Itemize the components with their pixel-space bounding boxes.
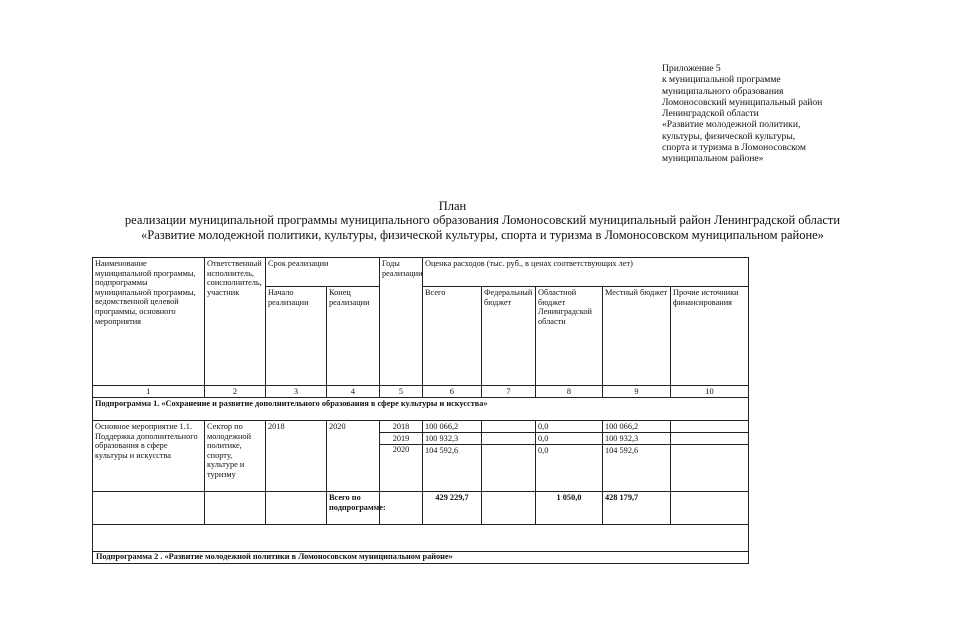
subprogram-2-row — [93, 552, 749, 564]
header-years: Годы реализации — [380, 258, 423, 386]
year-cell: 2020 — [380, 445, 423, 492]
regional-cell: 0,0 — [536, 433, 603, 445]
activity-responsible: Сектор по молодежной политике, спорту, культуре и туризму — [205, 421, 266, 492]
column-number: 5 — [380, 386, 423, 398]
local-cell: 100 932,3 — [603, 433, 671, 445]
subtotal-regional: 1 050,0 — [536, 492, 603, 525]
regional-cell: 0,0 — [536, 445, 603, 492]
header-responsible: Ответственный исполнитель, соисполнитель, участник — [205, 258, 266, 386]
activity-name: Основное мероприятие 1.1. Поддержка дополнительного образования в сфере культуры и искусства — [93, 421, 205, 492]
header-term: Срок реализации — [266, 258, 380, 287]
year-cell: 2018 — [380, 421, 423, 433]
appendix-note — [662, 63, 882, 165]
header-name: Наименование муниципальной программы, подпрограммы муниципальной программы, ведомственной целевой программы, основного мероприятия — [93, 258, 205, 386]
empty-cell — [205, 492, 266, 525]
empty-cell — [93, 492, 205, 525]
total-cell: 100 932,3 — [423, 433, 482, 445]
total-cell: 100 066,2 — [423, 421, 482, 433]
empty-cell — [93, 525, 749, 552]
column-number: 10 — [671, 386, 749, 398]
plan-subtitle-line-1: реализации муниципальной программы муниципального образования Ломоносовский муниципальный район Ленинградской области — [124, 213, 841, 227]
header-costs: Оценка расходов (тыс. руб., в ценах соответствующих лет) — [423, 258, 749, 287]
header-row — [93, 258, 749, 287]
local-cell: 100 066,2 — [603, 421, 671, 433]
year-cell: 2019 — [380, 433, 423, 445]
appendix-line: муниципальном районе» — [662, 153, 764, 165]
other-cell — [671, 445, 749, 492]
column-number-row — [93, 386, 749, 398]
column-number: 8 — [536, 386, 603, 398]
plan-table — [92, 257, 749, 564]
column-number: 4 — [327, 386, 380, 398]
header-total: Всего — [423, 287, 482, 386]
header-term-start: Начало реализации — [266, 287, 327, 386]
header-regional: Областной бюджет Ленинградской области — [536, 287, 603, 386]
subtotal-total: 429 229,7 — [423, 492, 482, 525]
local-cell: 104 592,6 — [603, 445, 671, 492]
subtotal-row — [93, 492, 749, 525]
appendix-line: к муниципальной программе — [662, 74, 781, 86]
header-other: Прочие источники финансирования — [671, 287, 749, 386]
plan-title: План — [438, 199, 467, 213]
appendix-line: муниципального образования — [662, 85, 784, 97]
appendix-line: Ленинградской области — [662, 108, 759, 120]
appendix-line: культуры, физической культуры, — [662, 130, 796, 142]
header-local: Местный бюджет — [603, 287, 671, 386]
subprogram-1-row — [93, 398, 749, 421]
subprogram-1-title: Подпрограмма 1. «Сохранение и развитие дополнительного образования в сфере культуры и искусства» — [93, 398, 749, 421]
appendix-line: Приложение 5 — [662, 63, 721, 74]
appendix-line: «Развитие молодежной политики, — [662, 119, 801, 131]
column-number: 3 — [266, 386, 327, 398]
activity-row-2018 — [93, 421, 749, 433]
activity-end: 2020 — [327, 421, 380, 492]
empty-cell — [266, 492, 327, 525]
federal-cell — [482, 421, 536, 433]
column-number: 2 — [205, 386, 266, 398]
column-number: 7 — [482, 386, 536, 398]
plan-subtitle-line-2: «Развитие молодежной политики, культуры, физической культуры, спорта и туризма в Ломоносовском муниципальном районе» — [141, 228, 824, 242]
appendix-line: спорта и туризма в Ломоносовском — [662, 142, 806, 154]
regional-cell: 0,0 — [536, 421, 603, 433]
activity-start: 2018 — [266, 421, 327, 492]
other-cell — [671, 433, 749, 445]
subprogram-2-title: Подпрограмма 2 . «Развитие молодежной политики в Ломоносовском муниципальном районе» — [93, 552, 749, 564]
appendix-line: Ломоносовский муниципальный район — [662, 96, 823, 108]
empty-cell — [482, 492, 536, 525]
header-federal: Федеральный бюджет — [482, 287, 536, 386]
subtotal-local: 428 179,7 — [603, 492, 671, 525]
subtotal-label: Всего по подпрограмме: — [327, 492, 380, 525]
column-number: 9 — [603, 386, 671, 398]
empty-cell — [671, 492, 749, 525]
column-number: 6 — [423, 386, 482, 398]
column-number: 1 — [93, 386, 205, 398]
spacer-row — [93, 525, 749, 552]
federal-cell — [482, 433, 536, 445]
federal-cell — [482, 445, 536, 492]
total-cell: 104 592,6 — [423, 445, 482, 492]
header-term-end: Конец реализации — [327, 287, 380, 386]
other-cell — [671, 421, 749, 433]
